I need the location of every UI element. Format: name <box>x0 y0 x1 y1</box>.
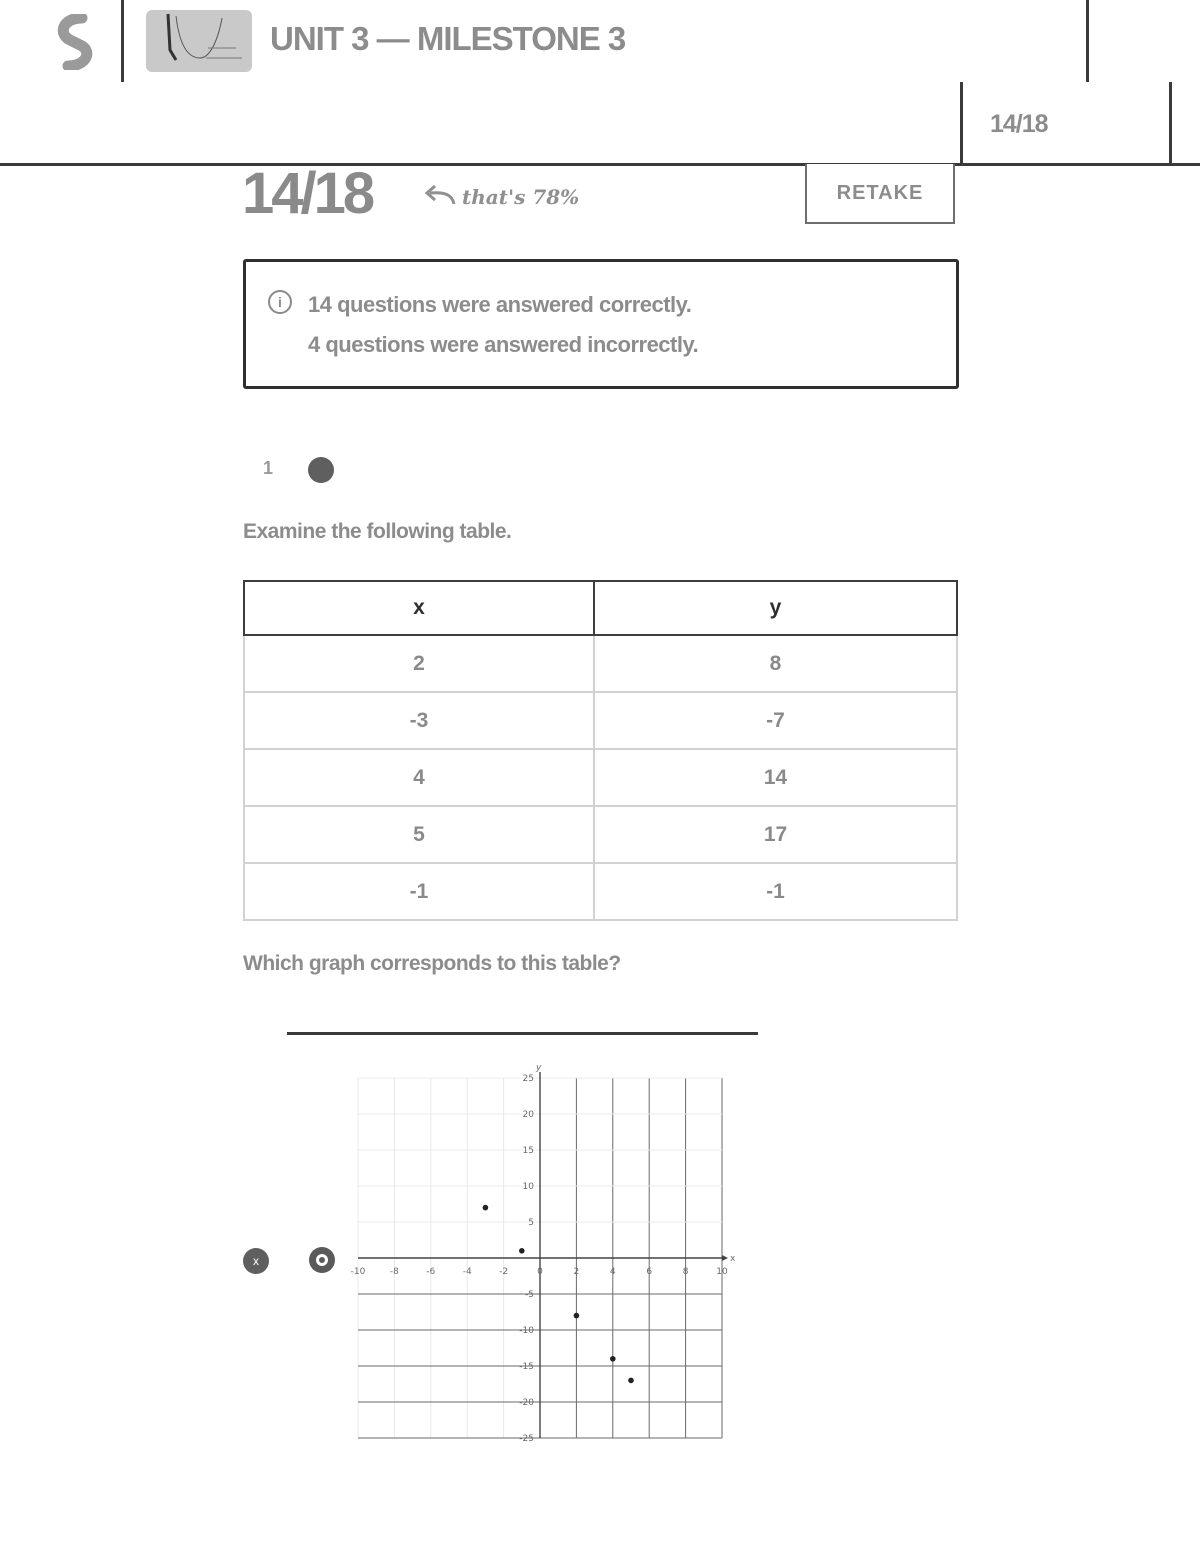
x-tick-label: -2 <box>499 1267 509 1277</box>
table-cell: 5 <box>244 806 594 863</box>
table-cell: -3 <box>244 692 594 749</box>
data-point <box>483 1205 489 1211</box>
y-tick-label: 25 <box>522 1074 534 1084</box>
table-row <box>244 749 957 806</box>
incorrect-count-text: 4 questions were answered incorrectly. <box>308 332 699 357</box>
data-point <box>574 1313 580 1319</box>
table-cell: 17 <box>594 806 957 863</box>
x-tick-label: 4 <box>609 1267 616 1277</box>
page-title: UNIT 3 — MILESTONE 3 <box>270 20 626 57</box>
x-tick-label: -8 <box>389 1267 399 1277</box>
percent-annotation <box>422 184 579 210</box>
unit-thumbnail <box>146 10 252 72</box>
x-tick-label: 2 <box>573 1267 580 1277</box>
score-value: 14/18 <box>242 161 373 226</box>
data-point <box>519 1248 525 1254</box>
table-cell: 14 <box>594 749 957 806</box>
y-tick-label: -15 <box>519 1362 534 1372</box>
header-divider <box>121 0 124 82</box>
xy-table <box>243 580 958 921</box>
logo-icon <box>52 14 100 70</box>
table-header-y: y <box>594 581 957 635</box>
y-tick-label: 5 <box>528 1218 534 1228</box>
x-axis-label: x <box>730 1254 736 1264</box>
table-cell: -7 <box>594 692 957 749</box>
table-row <box>244 806 957 863</box>
data-point <box>628 1378 634 1384</box>
table-header-x: x <box>244 581 594 635</box>
table-cell: 8 <box>594 635 957 692</box>
table-cell: -1 <box>244 863 594 920</box>
table-header-row <box>244 581 957 635</box>
results-info-box <box>243 259 959 389</box>
x-tick-label: 8 <box>682 1267 689 1277</box>
header-divider-right <box>1086 0 1089 82</box>
table-row <box>244 692 957 749</box>
y-tick-label: 10 <box>522 1182 534 1192</box>
correct-count-text: 14 questions were answered correctly. <box>308 292 692 317</box>
header-score: 14/18 <box>990 110 1048 138</box>
question-number: 1 <box>263 458 274 478</box>
x-tick-label: 0 <box>537 1267 543 1277</box>
percent-text: that's 78% <box>462 185 580 209</box>
x-tick-label: -6 <box>426 1267 436 1277</box>
score-panel-left-border <box>960 82 963 165</box>
y-axis-label: y <box>536 1063 542 1073</box>
incorrect-mark-icon: x <box>243 1248 269 1274</box>
answer-divider <box>287 1032 758 1035</box>
y-tick-label: -5 <box>525 1290 534 1300</box>
table-cell: 4 <box>244 749 594 806</box>
x-axis-arrow-icon <box>722 1255 728 1261</box>
x-tick-label: 6 <box>646 1267 653 1277</box>
x-tick-label: -4 <box>462 1267 472 1277</box>
question-ask: Which graph corresponds to this table? <box>243 952 621 975</box>
curved-arrow-icon <box>422 184 456 210</box>
answer-radio-selected[interactable] <box>309 1247 335 1273</box>
table-row <box>244 863 957 920</box>
x-tick-label: 10 <box>716 1267 728 1277</box>
data-point <box>610 1356 616 1362</box>
table-cell: -1 <box>594 863 957 920</box>
question-status-icon <box>308 457 334 483</box>
y-tick-label: -20 <box>519 1398 534 1408</box>
y-tick-label: 20 <box>522 1110 534 1120</box>
retake-button[interactable]: RETAKE <box>805 164 955 224</box>
table-cell: 2 <box>244 635 594 692</box>
y-tick-label: -10 <box>519 1326 534 1336</box>
y-tick-label: 15 <box>522 1146 534 1156</box>
x-tick-label: -10 <box>350 1267 366 1277</box>
info-icon: i <box>268 290 292 314</box>
header-bottom-rule <box>0 163 1200 166</box>
table-row <box>244 635 957 692</box>
question-prompt: Examine the following table. <box>243 520 512 543</box>
score-panel-right-border <box>1169 82 1172 165</box>
y-tick-label: -25 <box>519 1434 534 1444</box>
answer-graph <box>350 1058 740 1448</box>
